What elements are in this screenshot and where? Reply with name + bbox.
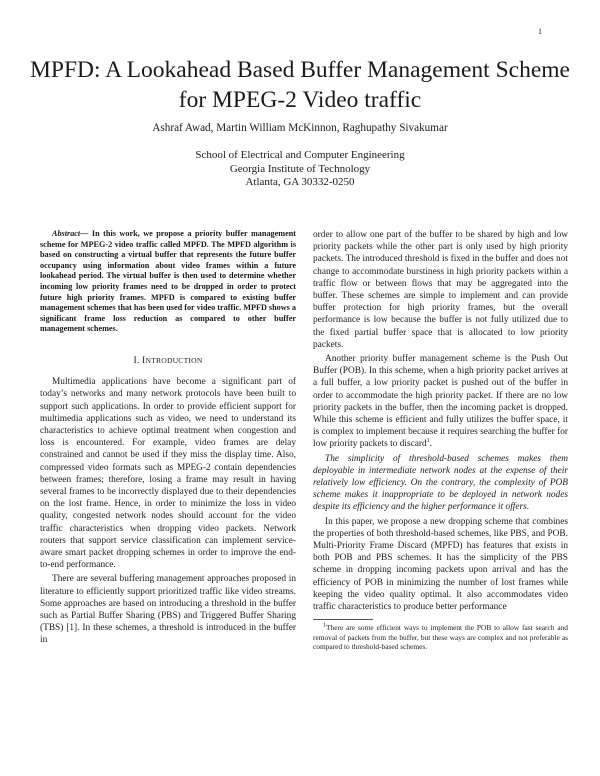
- right-column: [313, 229, 568, 652]
- footnote-divider: [313, 619, 373, 620]
- page-number: 1: [538, 27, 542, 36]
- affiliation-block: [20, 149, 580, 190]
- paragraph-end: .: [429, 439, 432, 450]
- body-paragraph: order to allow one part of the buffer to be shared by high and low priority packets while the other part is only used by high priority packets. The introduced threshold is fixed in the buffer and does not change to accommodate burstiness in high priority packets within a traffic flow or between flows that may be aggregated into the buffer. These schemes are simple to implement and can provide buffer protection for high priority frames, but the overall performance is low because the buffer is not fully utilized due to the fixed partial buffer space that is allocated to low priority packets.: [313, 230, 568, 350]
- left-column: [40, 229, 296, 647]
- author-list: Ashraf Awad, Martin William McKinnon, Raghupathy Sivakumar: [152, 122, 448, 134]
- affiliation-line: Atlanta, GA 30332-0250: [245, 176, 355, 188]
- footnote: [313, 623, 568, 652]
- section-heading-introduction: [40, 355, 296, 367]
- emphasis-paragraph: The simplicity of threshold-based schemes makes them deployable in intermediate network nodes at the expense of their relatively low efficiency. On the contrary, the complexity of POB scheme makes it inappropriate to be deployed in network nodes despite its efficiency and the higher performance it offers.: [313, 453, 568, 513]
- abstract: [40, 229, 296, 335]
- body-paragraph: [313, 353, 568, 451]
- footnote-text: There are some efficient ways to implement the POB to allow fast search and removal of packets from the buffer, but these ways are complex and not preferable as compared to threshold-based schemes.: [313, 623, 568, 652]
- body-paragraph: In this paper, we propose a new dropping scheme that combines the properties of both threshold-based schemes, like PBS, and POB. Multi-Priority Frame Discard (MPFD) has features that exists in both POB and PBS schemes. It has the simplicity of the PBS scheme in dropping incoming packets upon arrival and has the efficiency of POB in minimizing the number of lost frames while keeping the video quality optimal. It also accommodates video traffic characteristics to produce better performance: [313, 516, 568, 613]
- abstract-label: Abstract—: [52, 229, 89, 238]
- body-paragraph: Multimedia applications have become a significant part of today’s networks and many network protocols have been built to support such applications. In order to provide efficient support for multimedia applications such as video, we need to understand its characteristics to achieve optimal treatment when congestion and loss is encountered. For example, video frames are delay constrained and cannot be used if they miss the display time. Also, compressed video formats such as MPEG-2 contain dependencies between frames; therefore, losing a frame may result in having several frames to be incorrectly displayed due to their dependencies on the lost frame. Hence, in order to minimize the loss in video quality, congested network nodes should account for the video traffic characteristics when dropping video packets. Network routers that support service classification can implement service-aware smart packet dropping schemes in order to improve the end-to-end performance.: [40, 377, 296, 571]
- affiliation-line: Georgia Institute of Technology: [229, 162, 371, 175]
- section-numeral: I. I: [133, 354, 146, 366]
- affiliation-line: School of Electrical and Computer Engineering: [195, 149, 405, 161]
- section-heading-text: NTRODUCTION: [145, 355, 203, 365]
- paragraph-text: Another priority buffer management scheme is the Push Out Buffer (POB). In this scheme, when a high priority packet arrives at a full buffer, a low priority packet is pushed out of the buffer in order to accommodate the high priority packet. If there are no low priority packets in the buffer, then the incoming packet is dropped. While this scheme is efficient and fully utilizes the buffer space, it is complex to implement because it requires searching the buffer for low priority packets to discard: [313, 354, 568, 450]
- footnote-mark: 1: [323, 622, 326, 629]
- abstract-text: In this work, we propose a priority buffer management scheme for MPEG-2 video traffic called MPFD. The MPFD algorithm is based on constructing a virtual buffer that represents the future buffer occupancy using information about video frames within a future lookahead period. The virtual buffer is then used to determine whether incoming low priority frames need to be dropped in order to protect future high priority frames. MPFD is compared to existing buffer management schemes that has been used for video traffic. MPFD shows a significant frame loss reduction as compared to other buffer management schemes.: [40, 229, 296, 334]
- body-paragraph: There are several buffering management approaches proposed in literature to efficiently support prioritized traffic like video streams. Some approaches are based on introducing a threshold in the buffer such as Partial Buffer Sharing (PBS) and Triggered Buffer Sharing (TBS) [1]. In these schemes, a threshold is introduced in the buffer in: [40, 574, 296, 646]
- paper-title: MPFD: A Lookahead Based Buffer Management Scheme for MPEG-2 Video traffic: [30, 57, 570, 113]
- footnote-reference[interactable]: 1: [426, 438, 430, 445]
